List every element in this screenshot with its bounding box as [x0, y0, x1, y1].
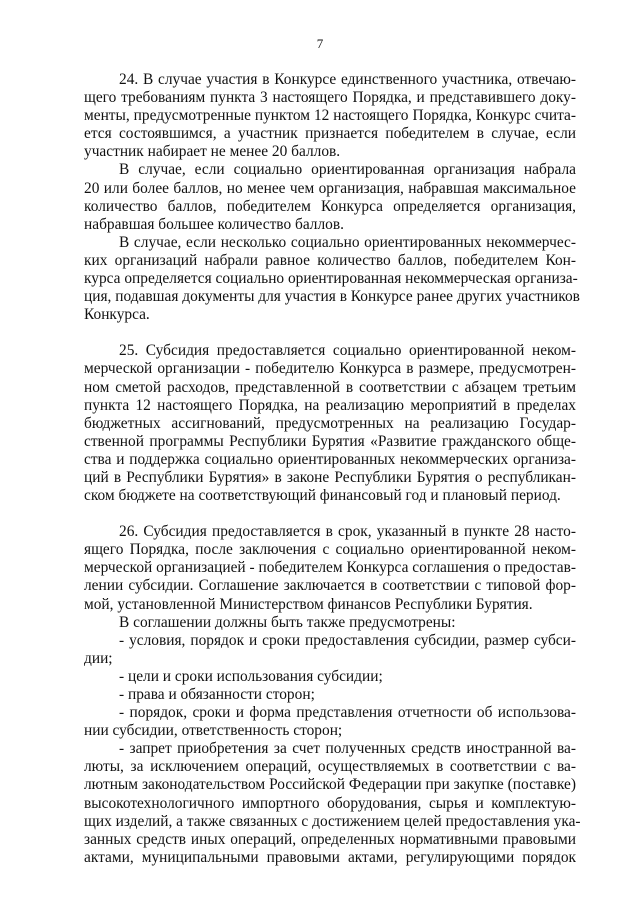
- text-line: В случае, если несколько социально ориентированных некоммерчес-: [119, 233, 576, 251]
- paragraph: [84, 704, 576, 740]
- text-line: пункта 12 настоящего Порядка, на реализацию мероприятий в пределах: [84, 396, 576, 414]
- text-line: курса определяется социально ориентированная некоммерческая организа-: [84, 270, 578, 288]
- text-line: набравшая большее количество баллов.: [84, 215, 344, 233]
- text-line: 20 или более баллов, но менее чем организация, набравшая максимальное: [84, 179, 576, 197]
- section: [84, 342, 576, 505]
- text-line: ском бюджете на соответствующий финансовый год и плановый период.: [84, 487, 561, 505]
- text-line: количество баллов, победителем Конкурса определяется организация,: [84, 197, 576, 215]
- paragraph: [84, 668, 576, 686]
- paragraph: [84, 342, 576, 505]
- text-line: ется состоявшимся, а участник признается победителем в случае, если: [84, 125, 576, 143]
- text-line: дии;: [84, 649, 113, 667]
- paragraph: [84, 161, 576, 233]
- text-line: мерческой организацией - победителем Конкурса соглашения о предостав-: [84, 559, 576, 577]
- text-line: высокотехнологичного импортного оборудования, сырья и комплектую-: [84, 794, 576, 812]
- text-line: В случае, если социально ориентированная организация набрала: [119, 161, 576, 179]
- text-line: мерческой организации - победителю Конкурса в размере, предусмотрен-: [84, 360, 576, 378]
- text-line: лении субсидии. Соглашение заключается в соответствии с типовой фор-: [84, 577, 576, 595]
- text-line: - цели и сроки использования субсидии;: [119, 667, 383, 685]
- paragraph: [84, 740, 581, 867]
- text-line: - условия, порядок и сроки предоставления субсидии, размер субси-: [119, 631, 576, 649]
- text-line: занных средств иных операций, определенных нормативными правовыми: [84, 830, 576, 848]
- text-line: ция, подавшая документы для участия в Конкурсе ранее других участников: [84, 288, 580, 306]
- text-line: бюджетных ассигнований, предусмотренных на реализацию Государ-: [84, 414, 576, 432]
- section-gap: [84, 324, 576, 342]
- text-line: ящего Порядка, после заключения с социально ориентированной неком-: [84, 541, 576, 559]
- text-line: люты, за исключением операций, осуществляемых в соответствии с ва-: [84, 758, 576, 776]
- text-line: ственной программы Республики Бурятия «Развитие гражданского обще-: [84, 432, 576, 450]
- paragraph: [84, 614, 576, 632]
- text-line: ций в Республики Бурятия» в законе Республики Бурятия о республикан-: [84, 468, 576, 486]
- paragraph: [84, 686, 576, 704]
- paragraph: [84, 632, 576, 668]
- text-line: 25. Субсидия предоставляется социально ориентированной неком-: [119, 342, 576, 360]
- text-line: В соглашении должны быть также предусмотрены:: [119, 613, 456, 631]
- text-line: участник набирает не менее 20 баллов.: [84, 143, 341, 161]
- text-line: лютным законодательством Российской Федерации при закупке (поставке): [84, 776, 576, 794]
- paragraph: [84, 523, 576, 613]
- text-line: щего требованиям пункта 3 настоящего Порядка, и представившего доку-: [84, 89, 576, 107]
- text-line: нии субсидии, ответственность сторон;: [84, 722, 343, 740]
- document-body: [84, 71, 581, 867]
- page-number: 7: [316, 36, 324, 51]
- text-line: мой, установленной Министерством финансов Республики Бурятия.: [84, 595, 533, 613]
- text-line: - порядок, сроки и форма представления отчетности об использова-: [119, 704, 576, 722]
- text-line: - права и обязанности сторон;: [119, 686, 315, 703]
- text-line: ства и поддержка социально ориентированных некоммерческих организа-: [84, 450, 576, 468]
- section: [84, 71, 580, 324]
- section-gap: [84, 505, 576, 523]
- paragraph: [84, 233, 580, 324]
- text-line: щих изделий, а также связанных с достижением целей предоставления ука-: [84, 812, 581, 830]
- text-line: 24. В случае участия в Конкурсе единственного участника, отвечаю-: [119, 71, 576, 88]
- paragraph: [84, 71, 576, 161]
- text-line: менты, предусмотренные пунктом 12 настоящего Порядка, Конкурс счита-: [84, 107, 576, 125]
- section: [84, 523, 581, 867]
- text-line: 26. Субсидия предоставляется в срок, указанный в пункте 28 насто-: [119, 523, 576, 541]
- text-line: ких организаций набрали равное количество баллов, победителем Кон-: [84, 251, 576, 269]
- text-line: Конкурса.: [84, 306, 150, 324]
- text-line: ном сметой расходов, представленной в соответствии с абзацем третьим: [84, 378, 576, 396]
- text-line: - запрет приобретения за счет полученных средств иностранной ва-: [119, 740, 576, 758]
- text-line: актами, муниципальными правовыми актами, регулирующими порядок: [84, 848, 576, 866]
